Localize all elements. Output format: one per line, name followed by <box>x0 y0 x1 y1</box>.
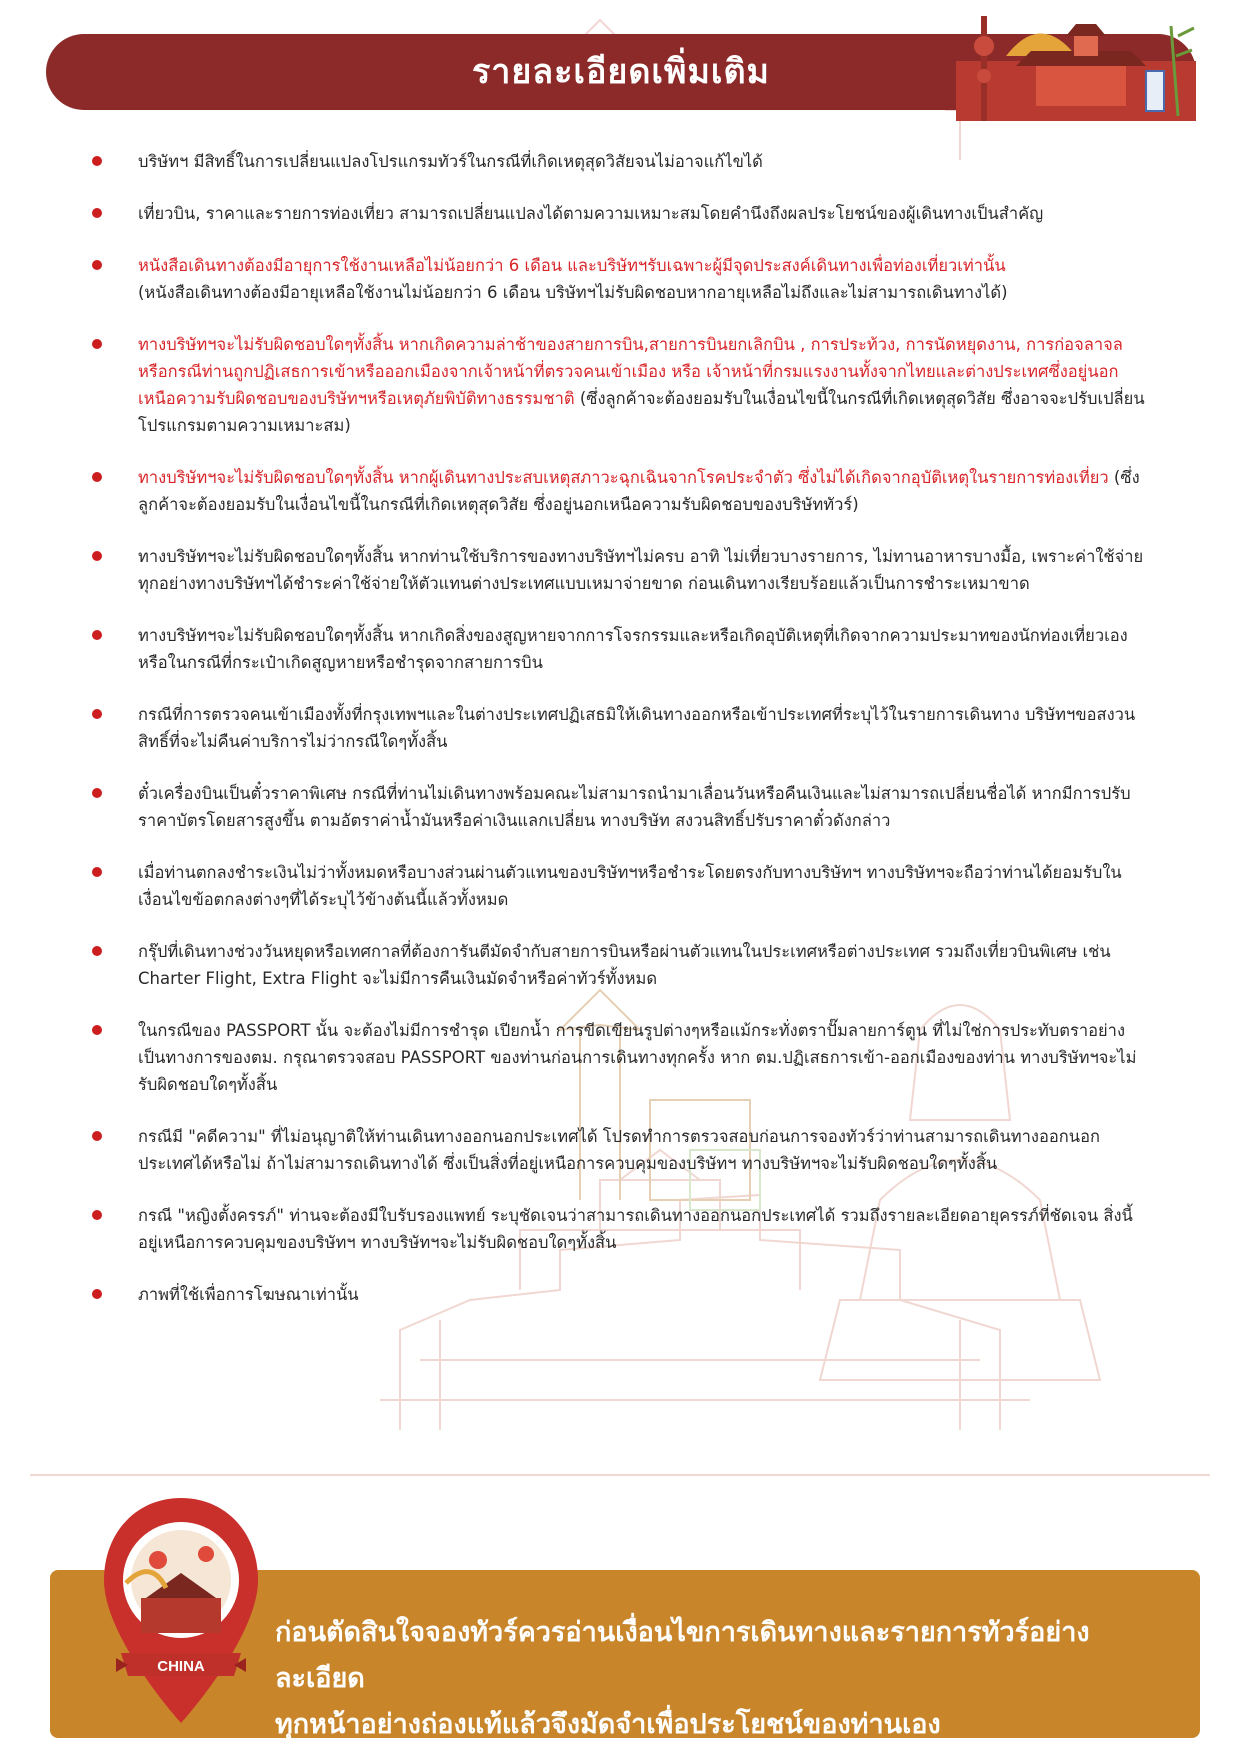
bullet-icon <box>92 156 102 166</box>
bullet-icon <box>92 867 102 877</box>
list-item <box>86 1281 1146 1308</box>
bullet-icon <box>92 339 102 349</box>
bullet-icon <box>92 788 102 798</box>
term-segment: (ซึ่งลูกค้าจะต้องยอมรับในเงื่อนไขนี้ในกรณีที่เกิดเหตุสุดวิสัย ซึ่งอยู่นอกเหนือความรับผิดชอบของบริษัททัวร์) <box>138 468 1140 514</box>
term-segment: ตั๋วเครื่องบินเป็นตั๋วราคาพิเศษ กรณีที่ท่านไม่เดินทางพร้อมคณะไม่สามารถนำมาเลื่อนวันหรือคืนเงินและไม่สามารถเปลี่ยนชื่อได้ หากมีการปรับราคาบัตรโดยสารสูงขึ้น ตามอัตราค่าน้ำมันหรือค่าเงินแลกเปลี่ยน ทางบริษัท สงวนสิทธิ์ปรับราคาตั๋วดังกล่าว <box>138 784 1131 830</box>
term-text <box>138 1123 1146 1177</box>
bullet-icon <box>92 1289 102 1299</box>
term-text <box>138 701 1146 755</box>
list-item <box>86 859 1146 913</box>
term-text <box>138 938 1146 992</box>
list-item <box>86 1202 1146 1256</box>
term-text <box>138 1017 1146 1098</box>
term-segment: กรณี "หญิงตั้งครรภ์" ท่านจะต้องมีใบรับรองแพทย์ ระบุชัดเจนว่าสามารถเดินทางออกนอกประเทศได้ รวมถึงรายละเอียดอายุครรภ์ที่ชัดเจน สิ่งนี้อยู่เหนือการควบคุมของบริษัทฯ ทางบริษัทฯจะไม่รับผิดชอบใดๆทั้งสิ้น <box>138 1206 1133 1252</box>
list-item <box>86 1017 1146 1098</box>
term-text <box>138 1202 1146 1256</box>
term-segment: กรณีที่การตรวจคนเข้าเมืองทั้งที่กรุงเทพฯและในต่างประเทศปฏิเสธมิให้เดินทางออกหรือเข้าประเทศที่ระบุไว้ในรายการเดินทาง บริษัทฯขอสงวนสิทธิ์ที่จะไม่คืนค่าบริการไม่ว่ากรณีใดๆทั้งสิ้น <box>138 705 1136 751</box>
term-segment: (ซึ่งลูกค้าจะต้องยอมรับในเงื่อนไขนี้ในกรณีที่เกิดเหตุสุดวิสัย ซึ่งอาจจะปรับเปลี่ยนโปรแกรมตามความเหมาะสม) <box>138 389 1145 435</box>
bullet-icon <box>92 946 102 956</box>
list-item <box>86 938 1146 992</box>
list-item <box>86 780 1146 834</box>
term-segment-highlight: หนังสือเดินทางต้องมีอายุการใช้งานเหลือไม่น้อยกว่า 6 เดือน และบริษัทฯรับเฉพาะผู้มีจุดประสงค์เดินทางเพื่อท่องเที่ยวเท่านั้น <box>138 256 1006 275</box>
bullet-icon <box>92 1025 102 1035</box>
footer-notice <box>275 1610 1175 1748</box>
footer-line-1: ก่อนตัดสินใจจองทัวร์ควรอ่านเงื่อนไขการเดินทางและรายการทัวร์อย่างละเอียด <box>275 1617 1090 1694</box>
page-title: รายละเอียดเพิ่มเติม <box>472 52 770 92</box>
term-text <box>138 780 1146 834</box>
term-segment: ทางบริษัทฯจะไม่รับผิดชอบใดๆทั้งสิ้น หากท่านใช้บริการของทางบริษัทฯไม่ครบ อาทิ ไม่เที่ยวบางรายการ, ไม่ทานอาหารบางมื้อ, เพราะค่าใช้จ่ายทุกอย่างทางบริษัทฯได้ชำระค่าใช้จ่ายให้ตัวแทนต่างประเทศแบบเหมาจ่ายขาด ก่อนเดินทางเรียบร้อยแล้วเป็นการชำระเหมาขาด <box>138 547 1144 593</box>
term-segment-highlight: ทางบริษัทฯจะไม่รับผิดชอบใดๆทั้งสิ้น หากเกิดความล่าช้าของสายการบิน,สายการบินยกเลิกบิน , การประท้วง, การนัดหยุดงาน, การก่อจลาจลหรือกรณีท่านถูกปฏิเสธการเข้าหรือออกเมืองจากเจ้าหน้าที่ตรวจคนเข้าเมือง หรือ เจ้าหน้าที่กรมแรงงานทั้งจากไทยและต่างประเทศซึ่งอยู่นอกเหนือความรับผิดชอบของบริษัทฯหรือเหตุภัยพิบัติทางธรรมชาติ <box>138 335 1123 408</box>
bullet-icon <box>92 260 102 270</box>
term-text <box>138 331 1146 439</box>
header-banner <box>46 34 1196 110</box>
term-segment: กรณีมี "คดีความ" ที่ไม่อนุญาติให้ท่านเดินทางออกนอกประเทศได้ โปรดทำการตรวจสอบก่อนการจองทัวร์ว่าท่านสามารถเดินทางออกนอกประเทศได้หรือไม่ ถ้าไม่สามารถเดินทางได้ ซึ่งเป็นสิ่งที่อยู่เหนือการควบคุมของบริษัทฯ ทางบริษัทฯจะไม่รับผิดชอบใดๆทั้งสิ้น <box>138 1127 1100 1173</box>
term-segment: บริษัทฯ มีสิทธิ์ในการเปลี่ยนแปลงโปรแกรมทัวร์ในกรณีที่เกิดเหตุสุดวิสัยจนไม่อาจแก้ไขได้ <box>138 152 763 171</box>
term-segment: (หนังสือเดินทางต้องมีอายุเหลือใช้งานไม่น้อยกว่า 6 เดือน บริษัทฯไม่รับผิดชอบหากอายุเหลือไม่ถึงและไม่สามารถเดินทางได้) <box>138 283 1008 302</box>
list-item <box>86 701 1146 755</box>
list-item <box>86 148 1146 175</box>
term-segment-highlight: ทางบริษัทฯจะไม่รับผิดชอบใดๆทั้งสิ้น หากผู้เดินทางประสบเหตุสภาวะฉุกเฉินจากโรคประจำตัว ซึ่งไม่ได้เกิดจากอุบัติเหตุในรายการท่องเที่ยว <box>138 468 1109 487</box>
term-segment: กรุ๊ปที่เดินทางช่วงวันหยุดหรือเทศกาลที่ต้องการันตีมัดจำกับสายการบินหรือผ่านตัวแทนในประเทศหรือต่างประเทศ รวมถึงเที่ยวบินพิเศษ เช่น Charter Flight, Extra Flight จะไม่มีการคืนเงินมัดจำหรือค่าทัวร์ทั้งหมด <box>138 942 1111 988</box>
term-segment: ภาพที่ใช้เพื่อการโฆษณาเท่านั้น <box>138 1285 359 1304</box>
term-text <box>138 252 1146 306</box>
china-pin-badge <box>96 1488 266 1738</box>
term-segment: เมื่อท่านตกลงชำระเงินไม่ว่าทั้งหมดหรือบางส่วนผ่านตัวแทนของบริษัทฯหรือชำระโดยตรงกับทางบริษัทฯ ทางบริษัทฯจะถือว่าท่านได้ยอมรับในเงื่อนไขข้อตกลงต่างๆที่ได้ระบุไว้ข้างต้นนี้แล้วทั้งหมด <box>138 863 1122 909</box>
bullet-icon <box>92 709 102 719</box>
list-item <box>86 622 1146 676</box>
term-text <box>138 200 1146 227</box>
term-segment: ในกรณีของ PASSPORT นั้น จะต้องไม่มีการชำรุด เปียกน้ำ การขีดเขียนรูปต่างๆหรือแม้กระทั่งตราปั๊มลายการ์ตูน ที่ไม่ใช่การประทับตราอย่างเป็นทางการของตม. กรุณาตรวจสอบ PASSPORT ของท่านก่อนการเดินทางทุกครั้ง หาก ตม.ปฏิเสธการเข้า-ออกเมืองของท่าน ทางบริษัทฯจะไม่รับผิดชอบใดๆทั้งสิ้น <box>138 1021 1137 1094</box>
term-segment: เที่ยวบิน, ราคาและรายการท่องเที่ยว สามารถเปลี่ยนแปลงได้ตามความเหมาะสมโดยคำนึงถึงผลประโยชน์ของผู้เดินทางเป็นสำคัญ <box>138 204 1044 223</box>
term-text <box>138 543 1146 597</box>
term-segment: ทางบริษัทฯจะไม่รับผิดชอบใดๆทั้งสิ้น หากเกิดสิ่งของสูญหายจากการโจรกรรมและหรือเกิดอุบัติเหตุที่เกิดจากความประมาทของนักท่องเที่ยวเองหรือในกรณีที่กระเป๋าเกิดสูญหายหรือชำรุดจากสายการบิน <box>138 626 1128 672</box>
term-text <box>138 1281 1146 1308</box>
bullet-icon <box>92 472 102 482</box>
footer-line-2: ทุกหน้าอย่างถ่องแท้แล้วจึงมัดจำเพื่อประโยชน์ของท่านเอง <box>275 1709 941 1740</box>
bullet-icon <box>92 551 102 561</box>
term-text <box>138 859 1146 913</box>
list-item <box>86 543 1146 597</box>
term-text <box>138 464 1146 518</box>
bullet-icon <box>92 1210 102 1220</box>
bullet-icon <box>92 208 102 218</box>
term-text <box>138 148 1146 175</box>
china-landmarks-illustration <box>946 6 1206 126</box>
list-item <box>86 464 1146 518</box>
bullet-icon <box>92 630 102 640</box>
china-badge-label: CHINA <box>157 1658 205 1675</box>
list-item <box>86 331 1146 439</box>
list-item <box>86 1123 1146 1177</box>
list-item <box>86 252 1146 306</box>
terms-list <box>86 148 1146 1308</box>
bullet-icon <box>92 1131 102 1141</box>
term-text <box>138 622 1146 676</box>
list-item <box>86 200 1146 227</box>
